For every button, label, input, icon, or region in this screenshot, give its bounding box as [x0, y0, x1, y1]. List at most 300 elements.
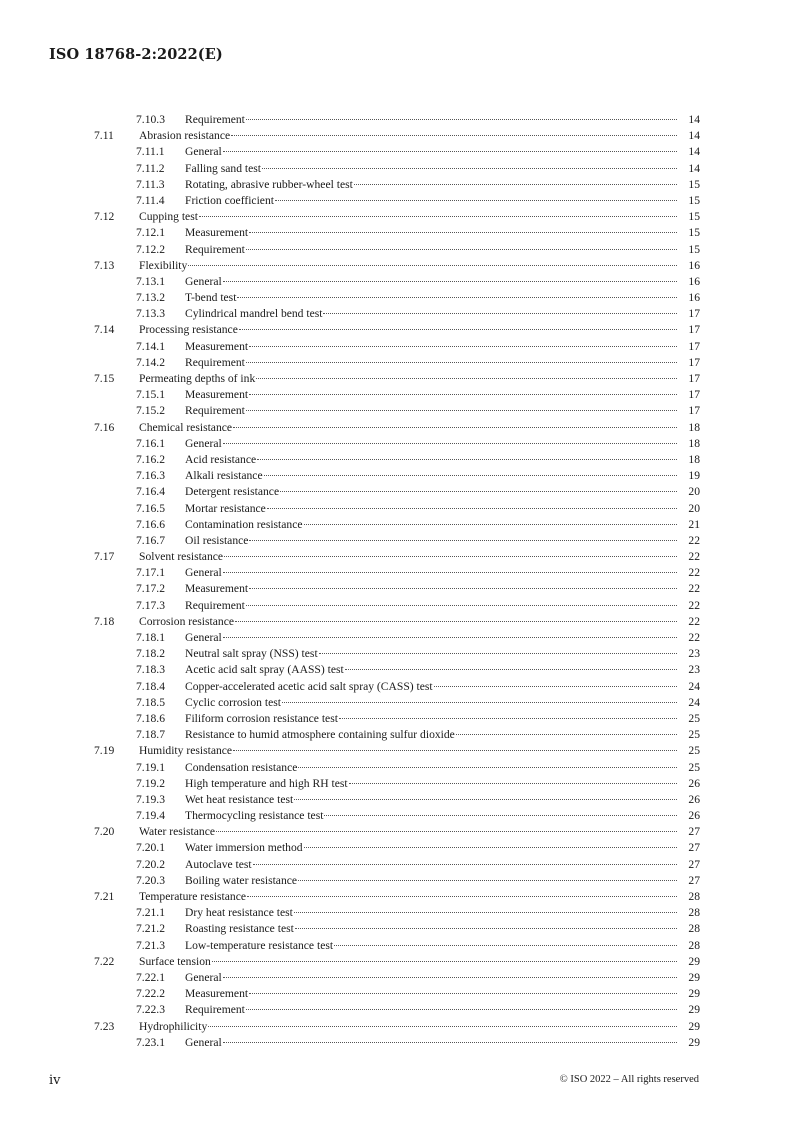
toc-entry-page[interactable]: 15: [688, 193, 700, 207]
toc-entry-number: 7.20.2: [136, 857, 165, 871]
toc-entry-page[interactable]: 22: [688, 582, 700, 596]
toc-entry-page[interactable]: 19: [688, 469, 700, 483]
toc-entry-title[interactable]: Surface tension: [139, 954, 211, 968]
toc-entry[interactable]: [0, 986, 793, 1002]
toc-entry-page[interactable]: 27: [688, 841, 700, 855]
toc-entry[interactable]: [0, 517, 793, 533]
toc-entry-title[interactable]: Rotating, abrasive rubber-wheel test: [185, 177, 353, 191]
toc-entry-page[interactable]: 27: [688, 857, 700, 871]
copyright-notice: © ISO 2022 – All rights reserved: [559, 1074, 699, 1085]
toc-entry-number: 7.22: [94, 954, 115, 968]
toc-entry-page[interactable]: 17: [688, 307, 700, 321]
toc-entry-number: 7.14.2: [136, 355, 165, 369]
toc-entry-title[interactable]: Dry heat resistance test: [185, 906, 293, 920]
toc-entry-page[interactable]: 15: [688, 210, 700, 224]
toc-entry-number: 7.15.1: [136, 388, 165, 402]
toc-entry-title-wrap: [185, 355, 678, 371]
toc-entry-title[interactable]: General: [185, 274, 222, 288]
toc-entry-page[interactable]: 29: [688, 954, 700, 968]
document-identifier: ISO 18768-2:2022(E): [49, 46, 223, 63]
toc-entry-title[interactable]: Measurement: [185, 582, 249, 596]
dot-leader: [334, 945, 677, 946]
toc-entry-number: 7.23.1: [136, 1035, 165, 1049]
toc-entry-page[interactable]: 14: [688, 145, 700, 159]
dot-leader: [208, 1026, 677, 1027]
toc-entry-page[interactable]: 24: [688, 695, 700, 709]
dot-leader: [223, 281, 677, 282]
dot-leader: [253, 864, 677, 865]
toc-entry-title[interactable]: Requirement: [185, 1003, 245, 1017]
toc-entry-page[interactable]: 29: [688, 1019, 700, 1033]
toc-entry-title-wrap: [185, 1035, 678, 1051]
toc-entry-number: 7.18: [94, 614, 115, 628]
toc-entry-number: 7.19.4: [136, 809, 165, 823]
toc-entry-title[interactable]: Low-temperature resistance test: [185, 938, 334, 952]
toc-entry-number: 7.15.2: [136, 404, 165, 418]
toc-entry-title-wrap: [185, 144, 678, 160]
toc-entry-title-wrap: [139, 824, 678, 840]
dot-leader: [249, 993, 677, 994]
toc-entry-title[interactable]: Requirement: [185, 598, 245, 612]
dot-leader: [235, 621, 677, 622]
toc-entry-title-wrap: [139, 322, 678, 338]
toc-entry[interactable]: [0, 873, 793, 889]
toc-entry[interactable]: [0, 565, 793, 581]
toc-entry-title[interactable]: Boiling water resistance: [185, 873, 298, 887]
toc-entry-title[interactable]: Alkali resistance: [185, 469, 263, 483]
toc-entry-number: 7.16.1: [136, 436, 165, 450]
toc-entry-title[interactable]: Roasting resistance test: [185, 922, 294, 936]
toc-entry-title[interactable]: Chemical resistance: [139, 420, 233, 434]
toc-entry[interactable]: [0, 468, 793, 484]
dot-leader: [237, 297, 677, 298]
toc-entry-page[interactable]: 28: [688, 922, 700, 936]
toc-entry-number: 7.20.1: [136, 841, 165, 855]
toc-entry-title[interactable]: General: [185, 1035, 222, 1049]
toc-entry[interactable]: [0, 727, 793, 743]
page-number: iv: [49, 1073, 61, 1088]
toc-entry-title[interactable]: Measurement: [185, 987, 249, 1001]
toc-entry-title-wrap: [185, 711, 678, 727]
toc-entry[interactable]: [0, 306, 793, 322]
toc-entry-number: 7.21.2: [136, 922, 165, 936]
toc-entry[interactable]: [0, 355, 793, 371]
dot-leader: [233, 750, 677, 751]
toc-entry-page[interactable]: 28: [688, 906, 700, 920]
toc-entry-title[interactable]: Temperature resistance: [139, 890, 247, 903]
toc-entry-title[interactable]: Contamination resistance: [185, 517, 303, 531]
toc-entry-page[interactable]: 14: [688, 113, 700, 126]
toc-entry-page[interactable]: 14: [688, 161, 700, 175]
dot-leader: [319, 653, 677, 654]
dot-leader: [304, 847, 677, 848]
toc-entry[interactable]: [0, 193, 793, 209]
toc-entry-page[interactable]: 15: [688, 226, 700, 240]
toc-entry-page[interactable]: 24: [688, 679, 700, 693]
toc-entry-page[interactable]: 28: [688, 890, 700, 903]
toc-entry[interactable]: [0, 1019, 793, 1035]
dot-leader: [247, 896, 677, 897]
dot-leader: [223, 977, 677, 978]
toc-entry-number: 7.22.3: [136, 1003, 165, 1017]
toc-entry-title[interactable]: Filiform corrosion resistance test: [185, 711, 338, 725]
toc-entry-title[interactable]: Thermocycling resistance test: [185, 809, 324, 823]
dot-leader: [246, 119, 677, 120]
toc-entry-page[interactable]: 15: [688, 242, 700, 256]
toc-entry-page[interactable]: 20: [688, 485, 700, 499]
toc-entry-page[interactable]: 22: [688, 550, 700, 564]
toc-entry-page[interactable]: 22: [688, 631, 700, 644]
toc-entry[interactable]: [0, 662, 793, 678]
toc-entry-page[interactable]: 25: [688, 711, 700, 725]
toc-entry-title-wrap: [185, 598, 678, 614]
toc-entry-title-wrap: [185, 905, 678, 921]
dot-leader: [257, 459, 677, 460]
toc-entry-number: 7.18.4: [136, 679, 165, 693]
toc-entry-page[interactable]: 17: [688, 323, 700, 337]
toc-entry[interactable]: [0, 889, 793, 905]
toc-entry-page[interactable]: 25: [688, 744, 700, 758]
toc-entry-title-wrap: [185, 177, 678, 193]
toc-entry-page[interactable]: 27: [688, 873, 700, 887]
toc-entry[interactable]: [0, 274, 793, 290]
toc-entry-page[interactable]: 18: [688, 452, 700, 466]
toc-entry-page[interactable]: 25: [688, 760, 700, 774]
toc-entry-title[interactable]: General: [185, 970, 222, 984]
toc-entry-title[interactable]: Requirement: [185, 404, 245, 418]
toc-entry-title[interactable]: Neutral salt spray (NSS) test: [185, 647, 318, 661]
toc-entry-title-wrap: [185, 873, 678, 889]
toc-entry-title-wrap: [185, 533, 678, 549]
toc-entry-title[interactable]: Friction coefficient: [185, 193, 274, 207]
dot-leader: [246, 410, 677, 411]
toc-entry-title-wrap: [139, 743, 678, 759]
toc-entry-page[interactable]: 17: [688, 355, 700, 369]
toc-entry-number: 7.18.7: [136, 728, 165, 742]
toc-entry-title-wrap: [185, 921, 678, 937]
toc-entry[interactable]: [0, 403, 793, 419]
toc-entry-page[interactable]: 22: [688, 566, 700, 580]
dot-leader: [354, 184, 677, 185]
toc-entry-number: 7.18.3: [136, 663, 165, 677]
toc-entry-title[interactable]: Detergent resistance: [185, 485, 280, 499]
dot-leader: [256, 378, 677, 379]
toc-entry-title[interactable]: General: [185, 436, 222, 450]
toc-entry[interactable]: [0, 177, 793, 193]
toc-entry-title[interactable]: Water immersion method: [185, 841, 303, 855]
dot-leader: [233, 427, 677, 428]
toc-entry-number: 7.21.1: [136, 906, 165, 920]
toc-entry[interactable]: [0, 1002, 793, 1018]
toc-entry[interactable]: [0, 161, 793, 177]
toc-entry[interactable]: [0, 387, 793, 403]
toc-entry-number: 7.21: [94, 890, 115, 903]
toc-entry-title[interactable]: Measurement: [185, 339, 249, 353]
toc-entry[interactable]: [0, 824, 793, 840]
dot-leader: [324, 815, 677, 816]
toc-entry-page[interactable]: 14: [688, 129, 700, 143]
toc-entry[interactable]: [0, 776, 793, 792]
toc-entry-title-wrap: [185, 468, 678, 484]
dot-leader: [216, 831, 677, 832]
toc-entry-title[interactable]: Flexibility: [139, 258, 188, 272]
toc-entry-page[interactable]: 26: [688, 809, 700, 823]
toc-entry-page[interactable]: 29: [688, 1035, 700, 1049]
toc-entry-page[interactable]: 16: [688, 258, 700, 272]
toc-entry-title[interactable]: Water resistance: [139, 825, 215, 839]
toc-entry-title[interactable]: Humidity resistance: [139, 744, 233, 758]
toc-entry-number: 7.11.1: [136, 145, 165, 159]
toc-entry-title[interactable]: Corrosion resistance: [139, 614, 234, 628]
toc-entry[interactable]: [0, 501, 793, 517]
toc-entry[interactable]: [0, 112, 793, 128]
toc-entry-title-wrap: [139, 889, 678, 905]
toc-entry-number: 7.16.4: [136, 485, 165, 499]
toc-entry-page[interactable]: 17: [688, 388, 700, 402]
toc-entry-title[interactable]: High temperature and high RH test: [185, 776, 348, 790]
toc-entry-number: 7.18.2: [136, 647, 165, 661]
toc-entry-number: 7.18.6: [136, 711, 165, 725]
toc-entry-page[interactable]: 17: [688, 404, 700, 418]
toc-entry-title[interactable]: Requirement: [185, 355, 245, 369]
toc-entry-number: 7.19.1: [136, 760, 165, 774]
toc-entry-page[interactable]: 29: [688, 970, 700, 984]
toc-entry-number: 7.11.4: [136, 193, 165, 207]
toc-entry-number: 7.16.3: [136, 469, 165, 483]
toc-entry[interactable]: [0, 646, 793, 662]
dot-leader: [246, 362, 677, 363]
toc-entry-page[interactable]: 20: [688, 501, 700, 515]
dot-leader: [264, 475, 677, 476]
toc-entry-number: 7.20: [94, 825, 115, 839]
toc-entry-page[interactable]: 26: [688, 776, 700, 790]
toc-entry-page[interactable]: 25: [688, 728, 700, 742]
dot-leader: [298, 880, 677, 881]
toc-entry-title-wrap: [185, 727, 678, 743]
toc-entry-title-wrap: [139, 128, 678, 144]
toc-entry-title[interactable]: Processing resistance: [139, 323, 238, 337]
toc-entry-number: 7.20.3: [136, 873, 165, 887]
toc-entry[interactable]: [0, 760, 793, 776]
toc-entry-title-wrap: [185, 679, 678, 695]
toc-entry[interactable]: [0, 581, 793, 597]
toc-entry-number: 7.12: [94, 210, 115, 224]
toc-entry[interactable]: [0, 371, 793, 387]
toc-entry[interactable]: [0, 533, 793, 549]
toc-entry-title[interactable]: Measurement: [185, 226, 249, 240]
toc-entry[interactable]: [0, 679, 793, 695]
toc-entry[interactable]: [0, 792, 793, 808]
toc-entry-page[interactable]: 22: [688, 598, 700, 612]
toc-entry-title[interactable]: Acetic acid salt spray (AASS) test: [185, 663, 344, 677]
dot-leader: [294, 912, 677, 913]
toc-entry[interactable]: [0, 630, 793, 646]
toc-entry-title[interactable]: Copper-accelerated acetic acid salt spray (CASS) test: [185, 679, 433, 693]
dot-leader: [249, 394, 677, 395]
toc-entry-page[interactable]: 15: [688, 177, 700, 191]
toc-entry-page[interactable]: 29: [688, 987, 700, 1001]
toc-entry-title[interactable]: Requirement: [185, 242, 245, 256]
toc-entry[interactable]: [0, 242, 793, 258]
toc-entry[interactable]: [0, 857, 793, 873]
toc-entry-number: 7.23: [94, 1019, 115, 1033]
toc-entry[interactable]: [0, 711, 793, 727]
toc-entry-number: 7.18.1: [136, 631, 165, 644]
toc-entry[interactable]: [0, 970, 793, 986]
toc-entry[interactable]: [0, 484, 793, 500]
toc-entry-page[interactable]: 16: [688, 291, 700, 305]
dot-leader: [262, 168, 677, 169]
toc-entry-number: 7.19: [94, 744, 115, 758]
toc-entry[interactable]: [0, 695, 793, 711]
toc-entry[interactable]: [0, 420, 793, 436]
dot-leader: [249, 588, 677, 589]
toc-entry-page[interactable]: 28: [688, 938, 700, 952]
toc-entry[interactable]: [0, 339, 793, 355]
toc-entry-page[interactable]: 23: [688, 663, 700, 677]
toc-entry-title[interactable]: Falling sand test: [185, 161, 261, 175]
toc-entry-title[interactable]: General: [185, 145, 222, 159]
toc-entry[interactable]: [0, 258, 793, 274]
toc-entry-title[interactable]: Oil resistance: [185, 533, 249, 547]
toc-entry-page[interactable]: 18: [688, 420, 700, 434]
toc-entry-number: 7.22.1: [136, 970, 165, 984]
toc-entry-page[interactable]: 27: [688, 825, 700, 839]
toc-entry-title[interactable]: General: [185, 631, 222, 644]
dot-leader: [434, 686, 677, 687]
toc-entry-number: 7.12.1: [136, 226, 165, 240]
dot-leader: [249, 346, 677, 347]
dot-leader: [223, 1042, 677, 1043]
toc-entry-title-wrap: [185, 403, 678, 419]
toc-entry-title[interactable]: Acid resistance: [185, 452, 257, 466]
dot-leader: [188, 265, 677, 266]
toc-entry-title[interactable]: Mortar resistance: [185, 501, 266, 515]
toc-entry[interactable]: [0, 938, 793, 954]
toc-entry-number: 7.22.2: [136, 987, 165, 1001]
toc-entry-title[interactable]: Permeating depths of ink: [139, 372, 256, 385]
toc-entry-title-wrap: [185, 242, 678, 258]
toc-entry-title[interactable]: Cylindrical mandrel bend test: [185, 307, 323, 321]
toc-entry[interactable]: [0, 322, 793, 338]
dot-leader: [223, 572, 677, 573]
toc-entry-page[interactable]: 23: [688, 647, 700, 661]
toc-entry[interactable]: [0, 840, 793, 856]
toc-entry-title[interactable]: Measurement: [185, 388, 249, 402]
toc-entry[interactable]: [0, 436, 793, 452]
toc-entry[interactable]: [0, 549, 793, 565]
dot-leader: [349, 783, 677, 784]
toc-entry-page[interactable]: 21: [688, 517, 700, 531]
toc-entry-title-wrap: [139, 371, 678, 387]
toc-entry[interactable]: [0, 954, 793, 970]
toc-entry[interactable]: [0, 225, 793, 241]
toc-entry-title-wrap: [185, 792, 678, 808]
dot-leader: [231, 135, 677, 136]
toc-entry[interactable]: [0, 905, 793, 921]
toc-entry-number: 7.19.3: [136, 792, 165, 806]
toc-entry-title-wrap: [185, 193, 678, 209]
toc-entry-title-wrap: [185, 484, 678, 500]
dot-leader: [212, 961, 677, 962]
toc-entry[interactable]: [0, 808, 793, 824]
dot-leader: [345, 669, 677, 670]
toc-entry[interactable]: [0, 452, 793, 468]
toc-entry-title[interactable]: Condensation resistance: [185, 760, 298, 774]
toc-entry-title[interactable]: Abrasion resistance: [139, 129, 231, 143]
toc-entry[interactable]: [0, 614, 793, 630]
dot-leader: [224, 556, 677, 557]
toc-entry-number: 7.16.2: [136, 452, 165, 466]
dot-leader: [304, 524, 677, 525]
toc-entry-title[interactable]: Autoclave test: [185, 857, 252, 871]
toc-entry-page[interactable]: 16: [688, 274, 700, 288]
toc-entry-title-wrap: [185, 760, 678, 776]
toc-entry-title-wrap: [185, 970, 678, 986]
toc-entry-page[interactable]: 22: [688, 533, 700, 547]
toc-entry-title-wrap: [185, 274, 678, 290]
toc-entry-title-wrap: [185, 339, 678, 355]
toc-entry-title[interactable]: Cupping test: [139, 210, 198, 224]
toc-entry-title[interactable]: Wet heat resistance test: [185, 792, 294, 806]
toc-entry[interactable]: [0, 743, 793, 759]
toc-entry-page[interactable]: 18: [688, 436, 700, 450]
toc-entry-title-wrap: [139, 549, 678, 565]
toc-entry[interactable]: [0, 128, 793, 144]
toc-entry-number: 7.15: [94, 372, 115, 385]
toc-entry-page[interactable]: 17: [688, 339, 700, 353]
toc-entry[interactable]: [0, 290, 793, 306]
toc-entry[interactable]: [0, 1035, 793, 1051]
toc-entry-number: 7.16.7: [136, 533, 165, 547]
toc-entry-title[interactable]: Cyclic corrosion test: [185, 695, 281, 709]
toc-entry[interactable]: [0, 598, 793, 614]
table-of-contents: [0, 112, 793, 1051]
toc-entry-title-wrap: [185, 581, 678, 597]
toc-entry-number: 7.16: [94, 420, 115, 434]
toc-entry[interactable]: [0, 921, 793, 937]
toc-entry-number: 7.11.2: [136, 161, 165, 175]
toc-entry-page[interactable]: 22: [688, 614, 700, 628]
toc-entry-title[interactable]: Resistance to humid atmosphere containing sulfur dioxide: [185, 728, 455, 742]
toc-entry-page[interactable]: 26: [688, 792, 700, 806]
dot-leader: [295, 928, 677, 929]
toc-entry-number: 7.19.2: [136, 776, 165, 790]
toc-entry[interactable]: [0, 144, 793, 160]
toc-entry[interactable]: [0, 209, 793, 225]
dot-leader: [280, 491, 677, 492]
toc-entry-number: 7.17: [94, 550, 115, 564]
dot-leader: [246, 1009, 677, 1010]
toc-entry-title[interactable]: General: [185, 566, 222, 580]
toc-entry-number: 7.12.2: [136, 242, 165, 256]
toc-entry-number: 7.17.3: [136, 598, 165, 612]
toc-entry-number: 7.16.5: [136, 501, 165, 515]
toc-entry-title[interactable]: Hydrophilicity: [139, 1019, 208, 1033]
toc-entry-title-wrap: [139, 614, 678, 630]
toc-entry-title[interactable]: Solvent resistance: [139, 550, 224, 564]
toc-entry-number: 7.13.1: [136, 274, 165, 288]
toc-entry-title[interactable]: Requirement: [185, 113, 245, 126]
toc-entry-title-wrap: [139, 209, 678, 225]
toc-entry-page[interactable]: 17: [688, 372, 700, 385]
toc-entry-title-wrap: [185, 646, 678, 662]
toc-entry-title-wrap: [185, 808, 678, 824]
toc-entry-page[interactable]: 29: [688, 1003, 700, 1017]
toc-entry-title-wrap: [185, 840, 678, 856]
toc-entry-title-wrap: [185, 112, 678, 128]
toc-entry-title[interactable]: T-bend test: [185, 291, 237, 305]
